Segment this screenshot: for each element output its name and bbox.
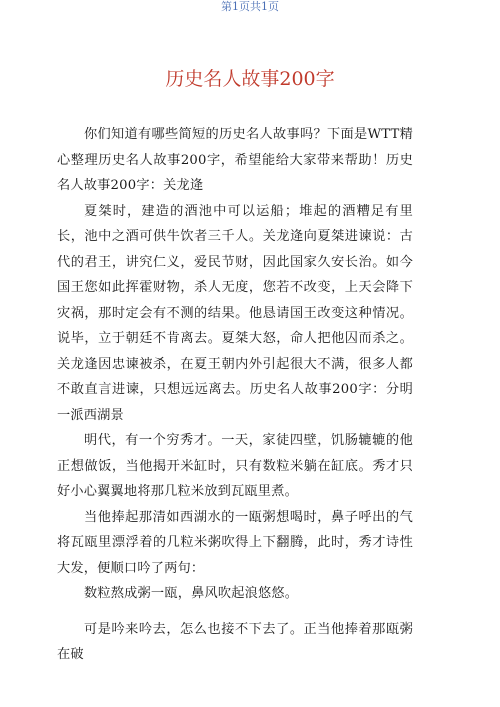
paragraph-poem-line: 数粒熬成粥一瓯，鼻风吹起浪悠悠。 (84, 586, 299, 601)
paragraph-ming-scholar: 明代，有一个穷秀才。一天，家徒四壁，饥肠辘辘的他正想做饭，当他揭开米缸时，只有数粒米躺在缸底。秀才只好小心翼翼地将那几粒米放到瓦瓯里煮。 (57, 433, 413, 499)
paragraph-continuation: 可是吟来吟去，怎么也接不下去了。正当他捧着那瓯粥在破 (57, 621, 413, 662)
paragraph-intro: 你们知道有哪些简短的历史名人故事吗？下面是WTT精心整理历史名人故事200字，希望能给大家带来帮助！历史名人故事200字：关龙逄 (57, 127, 413, 193)
document-title: 历史名人故事200字 (165, 68, 335, 90)
paragraph-guan-longpang: 夏桀时，建造的酒池中可以运船；堆起的酒糟足有里长，池中之酒可供牛饮者三千人。关龙逄向夏桀进谏说：古代的君王，讲究仁义，爱民节财，因此国家久安长治。如今国王您如此挥霍财物，杀人无度，您若不改变，上天会降下灾祸，那时定会有不测的结果。他恳请国王改变这种情况。说毕，立于朝廷不肯离去。夏桀大怒，命人把他囚而杀之。关龙逢因忠谏被杀，在夏王朝内外引起很大不满，很多人都不敢直言进谏，只想远远离去。历史名人故事200字：分明一派西湖景 (57, 203, 413, 423)
page-indicator: 第1页共1页 (221, 0, 279, 13)
paragraph-porridge: 当他捧起那清如西湖水的一瓯粥想喝时，鼻子呼出的气将瓦瓯里漂浮着的几粒米粥吹得上下翻腾，此时，秀才诗性大发，便顺口吟了两句： (57, 509, 413, 576)
document-body (57, 122, 413, 668)
